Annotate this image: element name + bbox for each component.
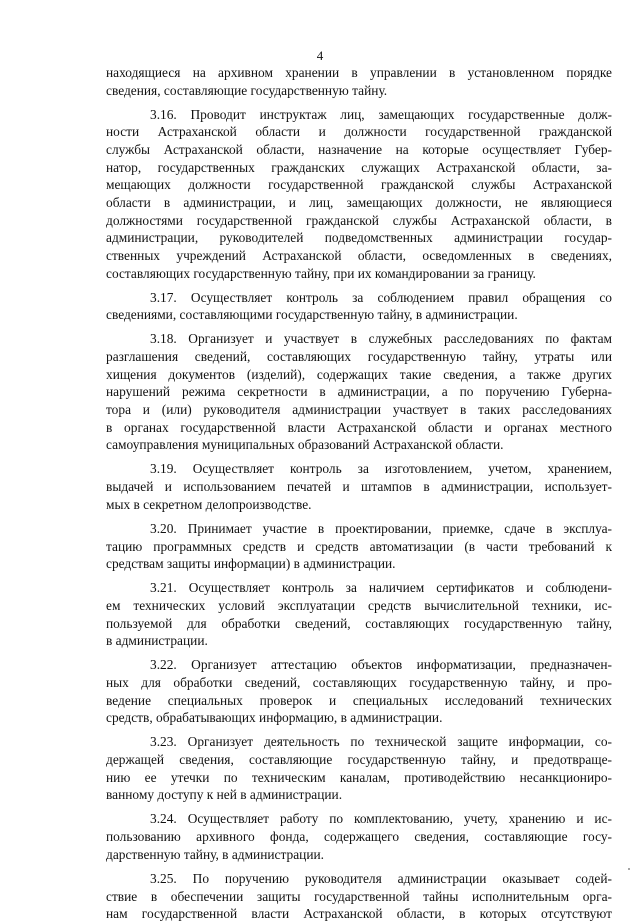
paragraph-3-16 (106, 106, 612, 282)
paragraph-3-19 (106, 460, 612, 513)
text-line: самоуправления муниципальных образований Астраханской области. (106, 437, 504, 453)
text-line: тацию программных средств и средств автоматизации (в части требований к (106, 538, 612, 554)
text-line: ных для обработки сведений, составляющих государственную тайну, и про- (106, 675, 612, 690)
text-line: службы Астраханской области, назначение на которые осуществляет Губер- (106, 142, 612, 158)
text-line: 3.25. По поручению руководителя администрации оказывает содей- (150, 870, 612, 886)
paragraph-3-17 (106, 289, 612, 324)
text-line: нам государственной власти Астраханской области, в которых отсутствуют (106, 906, 612, 922)
text-line: находящиеся на архивном хранении в управлении в установленном порядке (106, 65, 612, 80)
text-line: 3.21. Осуществляет контроль за наличием сертификатов и соблюдени- (150, 580, 612, 596)
paragraph-3-18 (106, 330, 612, 453)
text-line: пользованию архивного фонда, содержащего сведения, составляющие госу- (106, 829, 612, 845)
text-line: средств, обрабатывающих информацию, в администрации. (106, 710, 443, 726)
text-line: пользуемой для обработки сведений, составляющих государственную тайну, (106, 615, 612, 631)
paragraph-3-22 (106, 656, 612, 727)
text-line: выдачей и использованием печатей и штампов в администрации, использует- (106, 479, 612, 495)
text-line: мых в секретном делопроизводстве. (106, 496, 312, 512)
text-line: хищения документов (изделий), содержащих такие сведения, а также других (106, 366, 612, 382)
text-line: 3.22. Организует аттестацию объектов информатизации, предназначен- (150, 657, 612, 673)
text-line: ведение специальных проверок и специальных исследований технических (106, 692, 612, 708)
text-line: мещающих должности государственной гражданской службы Астраханской (106, 177, 612, 193)
text-line: 3.18. Организует и участвует в служебных расследованиях по фактам (150, 331, 612, 347)
text-line: 3.19. Осуществляет контроль за изготовлением, учетом, хранением, (150, 461, 612, 477)
text-line: должностями государственной гражданской службы Астраханской области, в (106, 212, 612, 228)
text-line: ности Астраханской области и должности государственной гражданской (106, 124, 612, 140)
text-line: ствие в обеспечении защиты государственной тайны исполнительным орга- (106, 888, 612, 904)
text-line: натор, государственных гражданских служащих Астраханской области, за- (106, 159, 612, 175)
page-number: 4 (316, 48, 324, 63)
text-line: 3.17. Осуществляет контроль за соблюдением правил обращения со (150, 289, 612, 305)
text-line: тора и (или) руководителя администрации участвует в таких расследованиях (106, 402, 612, 418)
paragraph-continuation (106, 64, 612, 99)
text-line: 3.24. Осуществляет работу по комплектованию, учету, хранению и ис- (150, 811, 612, 827)
text-line: администрации, руководителей подведомственных администрации государ- (106, 230, 612, 246)
scan-artifact (628, 868, 630, 870)
text-line: держащей сведения, составляющие государственную тайну, и предотвраще- (106, 752, 612, 768)
text-line: в администрации. (106, 633, 208, 649)
text-line: ем технических условий эксплуатации средств вычислительной техники, ис- (106, 597, 612, 613)
text-line: в органах государственной власти Астраханской области и органах местного (106, 419, 612, 435)
text-line: средствам защиты информации) в администрации. (106, 556, 396, 572)
paragraph-3-24 (106, 810, 612, 863)
paragraph-3-21 (106, 579, 612, 650)
text-line: нию ее утечки по техническим каналам, противодействию несанкциониро- (106, 769, 612, 785)
text-line: составляющих государственную тайну, при их командировании за границу. (106, 265, 536, 281)
text-line: 3.16. Проводит инструктаж лиц, замещающих государственные долж- (150, 106, 612, 122)
text-line: области в администрации, и лиц, замещающих должности, не являющиеся (106, 194, 612, 210)
paragraph-3-25 (106, 870, 612, 923)
paragraph-3-20 (106, 520, 612, 573)
document-body (106, 64, 612, 923)
text-line: 3.20. Принимает участие в проектировании, приемке, сдаче в эксплуа- (150, 520, 612, 536)
text-line: ственных учреждений Астраханской области, осведомленных в сведениях, (106, 247, 612, 263)
text-line: разглашения сведений, составляющих государственную тайну, утраты или (106, 349, 612, 365)
paragraph-3-23 (106, 733, 612, 804)
text-line: сведения, составляющие государственную тайну. (106, 82, 388, 98)
text-line: 3.23. Организует деятельность по технической защите информации, со- (150, 734, 612, 750)
text-line: дарственную тайну, в администрации. (106, 846, 324, 862)
text-line: нарушений режима секретности в администрации, а по поручению Губерна- (106, 384, 612, 400)
text-line: сведениями, составляющими государственную тайну, в администрации. (106, 307, 518, 323)
text-line: ванному доступу к ней в администрации. (106, 787, 343, 803)
